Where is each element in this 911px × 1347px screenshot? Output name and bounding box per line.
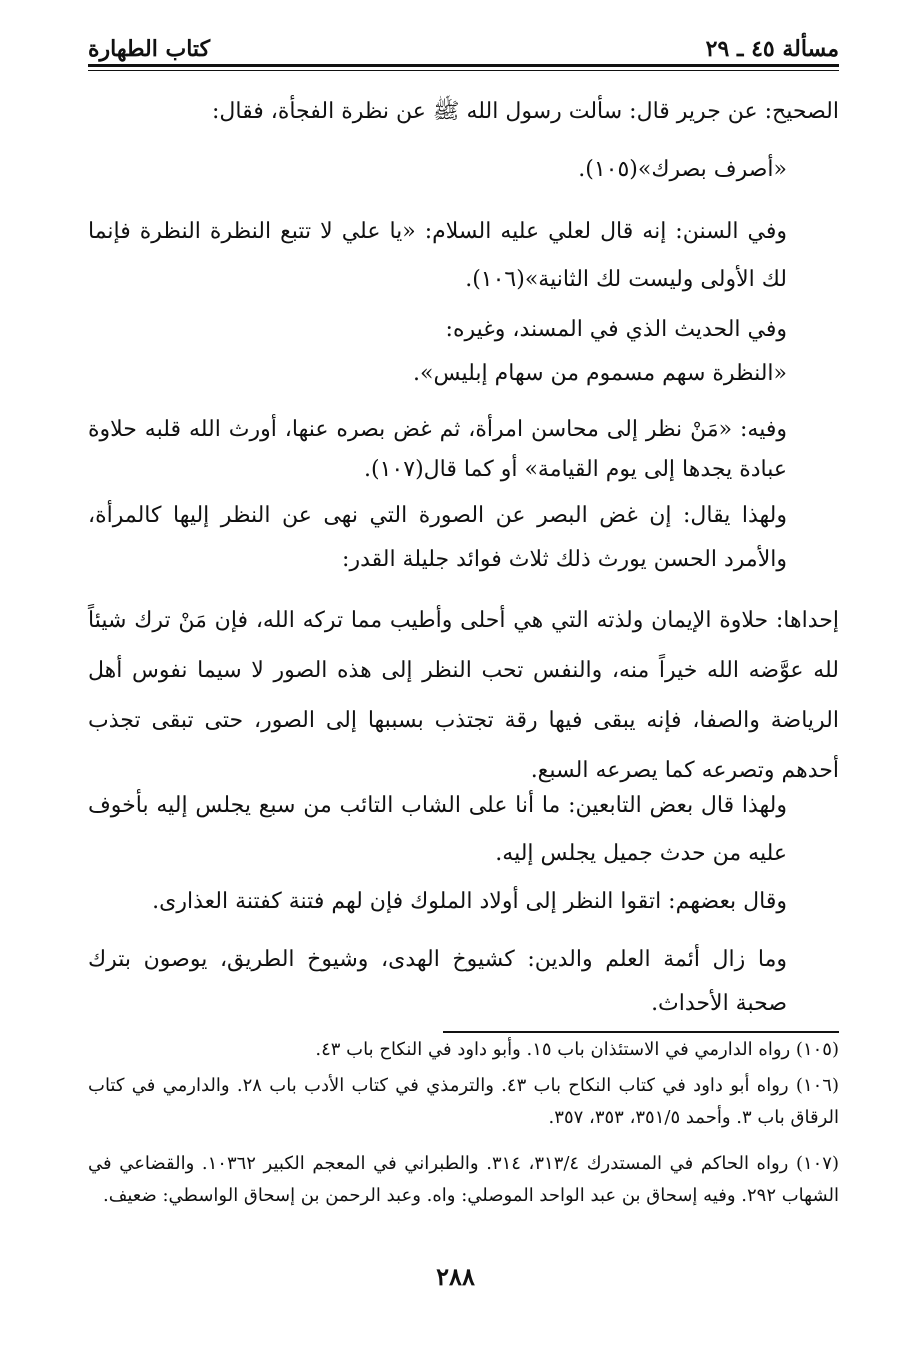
paragraph-kings — [88, 884, 839, 920]
paragraph-text: «النظرة سهم مسموم من سهام إبليس». — [412, 361, 787, 386]
paragraph-text: إحداها: حلاوة الإيمان ولذته التي هي أحلى وأطيب مما تركه الله، فإن مَنْ ترك شيئاً لله عوَّضه الله خيراً منه، والنفس تحب النظر إلى هذه الصور لا سيما نفوس أهل الرياضة والصفا، فإنه يبقى فيها رقة تجتذب بسببها إلى الصور، حتى تبقى تجذب أحدهم وتصرعه كما يصرعه السبع. — [88, 608, 839, 783]
paragraph-text: وقال بعضهم: اتقوا النظر إلى أولاد الملوك فإن لهم فتنة كفتنة العذارى. — [152, 889, 787, 914]
footnote-text: (١٠٥) رواه الدارمي في الاستئذان باب ١٥. وأبو داود في النكاح باب ٤٣. — [315, 1039, 839, 1060]
header-rule-thick — [88, 64, 839, 67]
paragraph-text: ولهذا يقال: إن غض البصر عن الصورة التي نهى عن النظر إليها كالمرأة، والأمرد الحسن يورث ذلك ثلاث فوائد جليلة القدر: — [88, 503, 787, 572]
header-rule-thin — [88, 70, 839, 71]
header-book-title: كتاب الطهارة — [88, 36, 211, 62]
footnote-105 — [88, 1036, 839, 1064]
paragraph-imams — [88, 938, 839, 1026]
paragraph-musnad — [88, 312, 839, 348]
paragraph-text: وفي السنن: إنه قال لعلي عليه السلام: «يا علي لا تتبع النظرة النظرة فإنما لك الأولى وليست لك الثانية»(١٠٦). — [88, 219, 787, 292]
hadith-quote-1 — [88, 152, 839, 188]
paragraph-text: ولهذا قال بعض التابعين: ما أنا على الشاب التائب من سبع يجلس إليه بأخوف عليه من حدث جميل يجلس إليه. — [88, 793, 787, 866]
header-section-number: مسألة ٤٥ ـ ٢٩ — [705, 36, 839, 62]
page-number: ٢٨٨ — [436, 1262, 475, 1291]
paragraph-tabiin — [88, 782, 839, 878]
footnote-separator — [443, 1031, 839, 1033]
running-header — [88, 26, 839, 62]
paragraph-sahih — [88, 94, 839, 130]
footnote-106 — [88, 1070, 839, 1134]
paragraph-three-benefits — [88, 494, 839, 582]
footnote-text: (١٠٦) رواه أبو داود في كتاب النكاح باب ٤٣. والترمذي في كتاب الأدب باب ٢٨. والدارمي في كتاب الرقاق باب ٣. وأحمد ٣٥١/٥، ٣٥٣، ٣٥٧. — [88, 1075, 839, 1128]
paragraph-first-benefit — [88, 596, 839, 796]
paragraph-text: وما زال أئمة العلم والدين: كشيوخ الهدى، وشيوخ الطريق، يوصون بترك صحبة الأحداث. — [88, 947, 787, 1016]
paragraph-text: وفيه: «مَنْ نظر إلى محاسن امرأة، ثم غض بصره عنها، أورث الله قلبه حلاوة عبادة يجدها إلى يوم القيامة» أو كما قال(١٠٧). — [88, 417, 787, 482]
footnote-text: (١٠٧) رواه الحاكم في المستدرك ٣١٣/٤، ٣١٤. والطبراني في المعجم الكبير ١٠٣٦٢. والقضاعي في الشهاب ٢٩٢. وفيه إسحاق بن عبد الواحد الموصلي: واه. وعبد الرحمن بن إسحاق الواسطي: ضعيف. — [88, 1153, 840, 1206]
paragraph-sunan — [88, 208, 839, 304]
paragraph-fihi — [88, 410, 839, 490]
paragraph-text: وفي الحديث الذي في المسند، وغيره: — [445, 317, 787, 342]
paragraph-text: «أصرف بصرك»(١٠٥). — [578, 157, 787, 182]
footnote-107 — [88, 1148, 839, 1212]
hadith-quote-2 — [88, 356, 839, 392]
paragraph-text: الصحيح: عن جرير قال: سألت رسول الله ﷺ عن نظرة الفجأة، فقال: — [211, 99, 839, 124]
